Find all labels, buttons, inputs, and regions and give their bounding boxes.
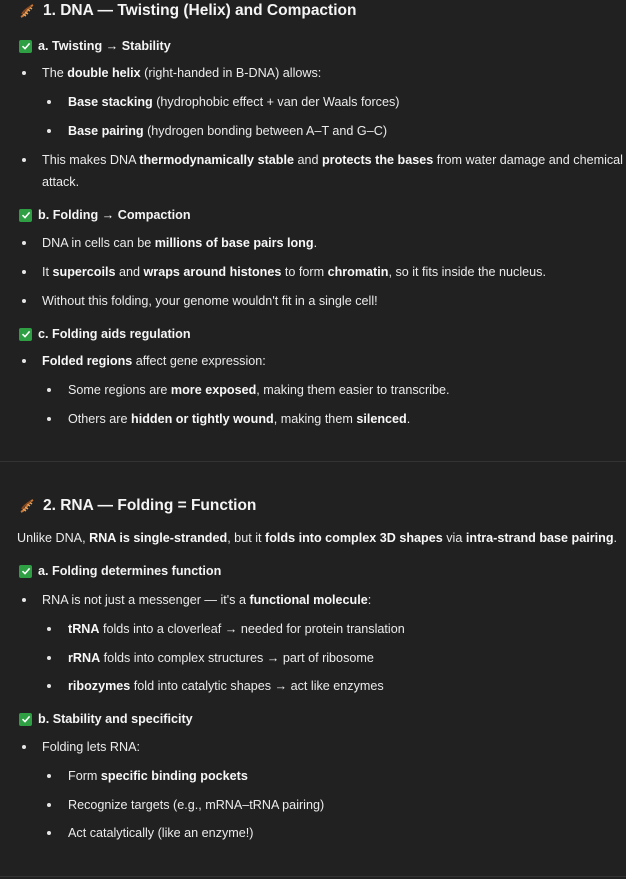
list-item: tRNA folds into a cloverleaf → needed for protein translation <box>68 622 405 636</box>
list-item: It supercoils and wraps around histones to form chromatin, so it fits inside the nucleus. <box>42 265 546 279</box>
bullet <box>47 627 51 631</box>
bullet <box>47 774 51 778</box>
section-divider <box>0 461 626 462</box>
check-icon <box>19 40 32 53</box>
subsection-heading-1c: c. Folding aids regulation <box>19 327 191 341</box>
list-item: Folding lets RNA: <box>42 740 140 754</box>
section-divider <box>0 876 626 877</box>
list-item: Form specific binding pockets <box>68 769 248 783</box>
list-item: Others are hidden or tightly wound, making them silenced. <box>68 412 411 426</box>
list-item: Without this folding, your genome wouldn't fit in a single cell! <box>42 294 378 308</box>
bullet <box>47 388 51 392</box>
list-item: Act catalytically (like an enzyme!) <box>68 826 254 840</box>
bullet <box>47 100 51 104</box>
section1-title: 1. DNA — Twisting (Helix) and Compaction <box>43 2 357 19</box>
section2-intro: Unlike DNA, RNA is single-stranded, but it folds into complex 3D shapes via intra-strand base pairing. <box>17 531 618 545</box>
check-icon <box>19 209 32 222</box>
list-item: ribozymes fold into catalytic shapes → act like enzymes <box>68 679 384 693</box>
list-item: Recognize targets (e.g., mRNA–tRNA pairing) <box>68 798 325 812</box>
subsection-heading-1b: b. Folding → Compaction <box>19 208 191 222</box>
list-item: Base pairing (hydrogen bonding between A–T and G–C) <box>68 124 388 138</box>
subsection-heading-2b: b. Stability and specificity <box>19 712 193 726</box>
bullet <box>22 299 26 303</box>
bullet <box>22 158 26 162</box>
subsection-heading-1a: a. Twisting → Stability <box>19 39 171 53</box>
list-item: rRNA folds into complex structures → part of ribosome <box>68 651 374 665</box>
section2-heading <box>18 497 256 515</box>
list-item: RNA is not just a messenger — it's a functional molecule: <box>42 593 372 607</box>
paragraph-1a-intro: The double helix (right-handed in B-DNA) allows: <box>42 66 322 80</box>
bullet <box>22 745 26 749</box>
check-icon <box>19 328 32 341</box>
bullet <box>47 656 51 660</box>
check-icon <box>19 713 32 726</box>
bullet <box>47 831 51 835</box>
list-item: Some regions are more exposed, making them easier to transcribe. <box>68 383 450 397</box>
bullet <box>22 598 26 602</box>
paragraph-1a-stability-cont: attack. <box>42 175 80 189</box>
bullet <box>47 803 51 807</box>
subsection-heading-2a: a. Folding determines function <box>19 564 221 578</box>
bullet <box>22 270 26 274</box>
paragraph-1a-stability: This makes DNA thermodynamically stable and protects the bases from water damage and chemical <box>42 153 623 167</box>
bullet <box>47 129 51 133</box>
bullet <box>47 684 51 688</box>
dna-icon <box>18 2 36 20</box>
section1-heading <box>18 2 356 20</box>
bullet <box>22 359 26 363</box>
bullet <box>47 417 51 421</box>
bullet <box>22 241 26 245</box>
list-item: Base stacking (hydrophobic effect + van der Waals forces) <box>68 95 400 109</box>
bullet <box>22 71 26 75</box>
section2-title: 2. RNA — Folding = Function <box>43 497 257 514</box>
check-icon <box>19 565 32 578</box>
list-item: DNA in cells can be millions of base pairs long. <box>42 236 318 250</box>
dna-icon <box>18 497 36 515</box>
list-item: Folded regions affect gene expression: <box>42 354 266 368</box>
